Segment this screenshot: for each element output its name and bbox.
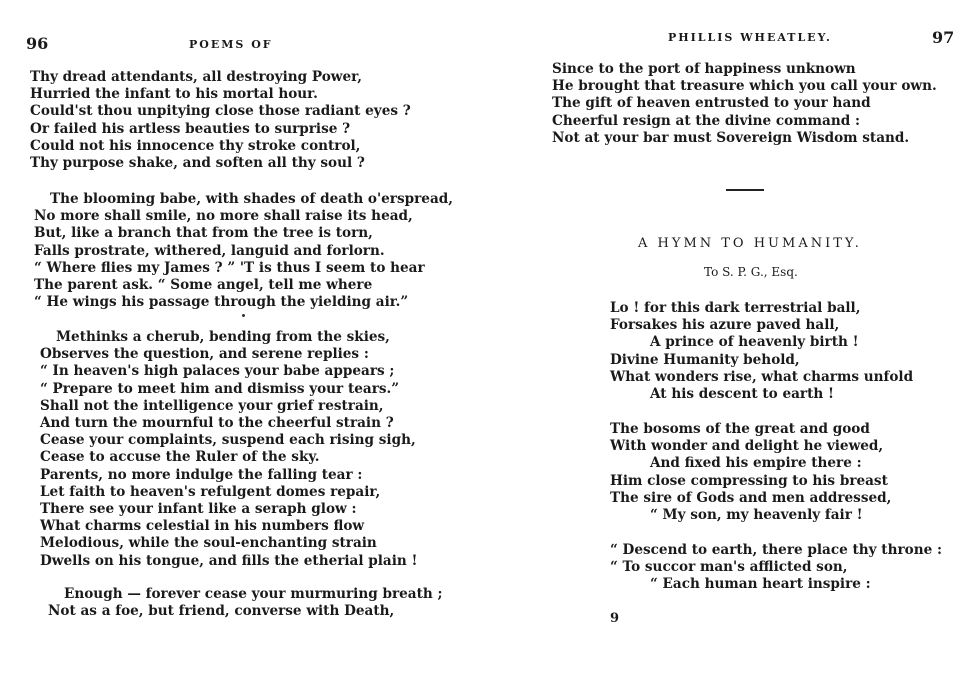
running-head-right: PHILLIS WHEATLEY. bbox=[668, 31, 832, 44]
verse-line: Observes the question, and serene replies : bbox=[40, 346, 369, 363]
verse-line: “ He wings his passage through the yielding air.” bbox=[34, 294, 409, 311]
verse-line: Thy purpose shake, and soften all thy soul ? bbox=[30, 155, 365, 172]
verse-line: “ My son, my heavenly fair ! bbox=[650, 507, 863, 524]
hymn-stanza-3 bbox=[610, 542, 942, 594]
section-divider bbox=[726, 189, 764, 191]
verse-line: And turn the mournful to the cheerful strain ? bbox=[40, 415, 394, 432]
verse-line: Cease your complaints, suspend each rising sigh, bbox=[40, 432, 416, 449]
verse-line: The gift of heaven entrusted to your hand bbox=[552, 95, 871, 112]
page-number-right: 97 bbox=[932, 28, 955, 47]
verse-line: Cheerful resign at the divine command : bbox=[552, 112, 860, 129]
verse-line: “ Prepare to meet him and dismiss your tears.” bbox=[40, 380, 400, 397]
verse-line: Cease to accuse the Ruler of the sky. bbox=[40, 449, 320, 466]
verse-line: “ Each human heart inspire : bbox=[650, 576, 871, 593]
hymn-stanza-2 bbox=[610, 421, 891, 524]
verse-line: With wonder and delight he viewed, bbox=[610, 438, 884, 455]
verse-line: “ To succor man's afflicted son, bbox=[610, 559, 848, 576]
left-stanza-1 bbox=[30, 69, 411, 172]
verse-line: A prince of heavenly birth ! bbox=[650, 334, 859, 351]
verse-line: Or failed his artless beauties to surprise ? bbox=[30, 120, 351, 137]
verse-line: The parent ask. “ Some angel, tell me where bbox=[34, 277, 373, 294]
verse-line: Enough — forever cease your murmuring breath ; bbox=[64, 586, 443, 602]
verse-line: Lo ! for this dark terrestrial ball, bbox=[610, 300, 861, 316]
right-top-stanza bbox=[552, 61, 937, 147]
verse-line: No more shall smile, no more shall raise its head, bbox=[34, 208, 413, 225]
verse-line: He brought that treasure which you call your own. bbox=[552, 78, 937, 95]
verse-line: The sire of Gods and men addressed, bbox=[610, 489, 892, 506]
verse-line: The blooming babe, with shades of death o'erspread, bbox=[50, 191, 453, 207]
verse-line: Let faith to heaven's refulgent domes repair, bbox=[40, 483, 381, 500]
dedication: To S. P. G., Esq. bbox=[704, 265, 798, 279]
verse-line: Hurried the infant to his mortal hour. bbox=[30, 86, 318, 103]
verse-line: Parents, no more indulge the falling tear : bbox=[40, 466, 363, 483]
verse-line: Methinks a cherub, bending from the skies, bbox=[56, 329, 390, 345]
print-speck bbox=[242, 314, 245, 317]
poem-title: A HYMN TO HUMANITY. bbox=[638, 236, 862, 251]
verse-line: And fixed his empire there : bbox=[650, 455, 862, 472]
verse-line: At his descent to earth ! bbox=[650, 386, 834, 403]
verse-line: Could not his innocence thy stroke control, bbox=[30, 137, 361, 154]
verse-line: Divine Humanity behold, bbox=[610, 351, 800, 368]
right-page bbox=[490, 0, 980, 686]
verse-line: “ Where flies my James ? ” 'T is thus I seem to hear bbox=[34, 259, 425, 276]
left-stanza-4 bbox=[48, 586, 443, 620]
verse-line: Dwells on his tongue, and fills the etherial plain ! bbox=[40, 552, 418, 569]
verse-line: Not as a foe, but friend, converse with Death, bbox=[48, 603, 395, 620]
verse-line: There see your infant like a seraph glow : bbox=[40, 501, 357, 518]
left-stanza-2 bbox=[34, 191, 453, 311]
verse-line: Him close compressing to his breast bbox=[610, 472, 888, 489]
verse-line: Melodious, while the soul-enchanting strain bbox=[40, 535, 377, 552]
verse-line: Forsakes his azure paved hall, bbox=[610, 317, 840, 334]
verse-line: “ Descend to earth, there place thy throne : bbox=[610, 542, 942, 558]
verse-line: Shall not the intelligence your grief restrain, bbox=[40, 397, 384, 414]
verse-line: Not at your bar must Sovereign Wisdom stand. bbox=[552, 129, 910, 146]
hymn-stanza-1 bbox=[610, 300, 913, 403]
left-stanza-3 bbox=[40, 329, 418, 570]
page-number-left: 96 bbox=[26, 34, 49, 53]
verse-line: What wonders rise, what charms unfold bbox=[610, 368, 914, 385]
verse-line: Since to the port of happiness unknown bbox=[552, 61, 856, 77]
verse-line: The bosoms of the great and good bbox=[610, 421, 870, 437]
running-head-left: POEMS OF bbox=[189, 38, 273, 51]
verse-line: Falls prostrate, withered, languid and forlorn. bbox=[34, 242, 385, 259]
verse-line: “ In heaven's high palaces your babe appears ; bbox=[40, 363, 395, 380]
verse-line: But, like a branch that from the tree is torn, bbox=[34, 225, 373, 242]
verse-line: Thy dread attendants, all destroying Power, bbox=[30, 69, 363, 85]
signature-mark: 9 bbox=[610, 611, 620, 626]
verse-line: What charms celestial in his numbers flow bbox=[40, 518, 365, 535]
verse-line: Could'st thou unpitying close those radiant eyes ? bbox=[30, 103, 411, 120]
